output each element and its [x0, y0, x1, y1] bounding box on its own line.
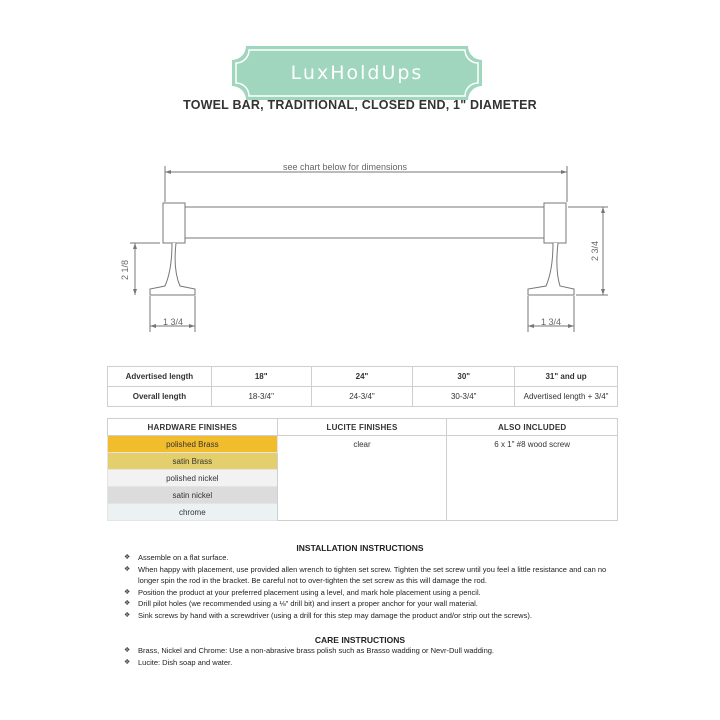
instruction-text: Position the product at your preferred placement using a level, and mark hole placement using a pencil. [138, 587, 481, 597]
arrow-right [561, 170, 567, 174]
left-height-label: 2 1/8 [120, 259, 130, 281]
care-list [124, 645, 624, 668]
arrow-left [165, 170, 171, 174]
row-label: Advertised length [108, 367, 212, 387]
table-cell: 31" and up [515, 367, 618, 387]
list-item [124, 564, 624, 587]
included-item-value: 6 x 1" #8 wood screw [447, 436, 618, 521]
table-row [108, 436, 618, 453]
table-cell: 30-3/4" [413, 387, 515, 407]
bar-rod [185, 207, 544, 238]
table-cell: 24-3/4" [311, 387, 413, 407]
row-label: Overall length [108, 387, 212, 407]
list-item [124, 657, 624, 669]
list-item [124, 645, 624, 657]
list-item [124, 552, 624, 564]
finish-swatch: chrome [108, 504, 278, 521]
table-cell: 30" [413, 367, 515, 387]
care-text: Lucite: Dish soap and water. [138, 657, 233, 667]
length-note: see chart below for dimensions [282, 162, 408, 172]
table-row [108, 387, 618, 407]
bullet-icon: ❖ [124, 647, 131, 654]
table-header-row [108, 419, 618, 436]
brand-name: LuxHoldUps [290, 62, 424, 84]
finishes-table [107, 418, 618, 521]
finish-swatch: polished nickel [108, 470, 278, 487]
bullet-icon: ❖ [124, 658, 131, 666]
list-item [124, 587, 624, 599]
also-included-header: ALSO INCLUDED [447, 419, 618, 436]
table-cell: 18" [211, 367, 311, 387]
installation-title: INSTALLATION INSTRUCTIONS [296, 543, 424, 553]
care-text: Brass, Nickel and Chrome: Use a non-abrasive brass polish such as Brasso wadding or Nevr-Dull wadding. [138, 646, 494, 655]
table-cell: 18-3/4" [211, 387, 311, 407]
list-item [124, 610, 624, 622]
table-row [108, 367, 618, 387]
bullet-icon: ❖ [124, 554, 131, 561]
length-table [107, 366, 618, 407]
page-title: TOWEL BAR, TRADITIONAL, CLOSED END, 1" DIAMETER [183, 98, 537, 112]
instruction-text: Drill pilot holes (we recommended using a ⅛" drill bit) and insert a proper anchor for your wall material. [138, 599, 478, 608]
bullet-icon: ❖ [124, 565, 131, 573]
instruction-text: Sink screws by hand with a screwdriver (using a drill for this step may damage the product and/or strip out the screws). [138, 610, 532, 620]
finish-swatch: satin nickel [108, 487, 278, 504]
right-height-label: 2 3/4 [590, 240, 600, 262]
instruction-text: Assemble on a flat surface. [138, 553, 229, 562]
table-cell: Advertised length + 3/4" [515, 387, 618, 407]
care-title: CARE INSTRUCTIONS [314, 635, 406, 645]
instruction-text: When happy with placement, use provided allen wrench to tighten set screw. Tighten the set screw until you feel a little resistance and can no longer spin the rod in the bracket. Be careful not to over-tighten the set screw as this will damage the rod. [138, 564, 607, 585]
list-item [124, 598, 624, 610]
bullet-icon: ❖ [124, 588, 131, 596]
towel-bar-drawing [0, 150, 720, 350]
finish-swatch: satin Brass [108, 453, 278, 470]
brand-logo [232, 46, 482, 100]
finish-swatch: polished Brass [108, 436, 278, 453]
lucite-finishes-header: LUCITE FINISHES [277, 419, 447, 436]
table-cell: 24" [311, 367, 413, 387]
right-bracket [528, 203, 574, 295]
hardware-finishes-header: HARDWARE FINISHES [108, 419, 278, 436]
left-bracket [150, 203, 195, 295]
bullet-icon: ❖ [124, 611, 131, 619]
left-base-label: 1 3/4 [162, 317, 184, 327]
lucite-finish-value: clear [277, 436, 447, 521]
installation-list [124, 552, 624, 621]
right-base-label: 1 3/4 [540, 317, 562, 327]
bullet-icon: ❖ [124, 600, 131, 607]
